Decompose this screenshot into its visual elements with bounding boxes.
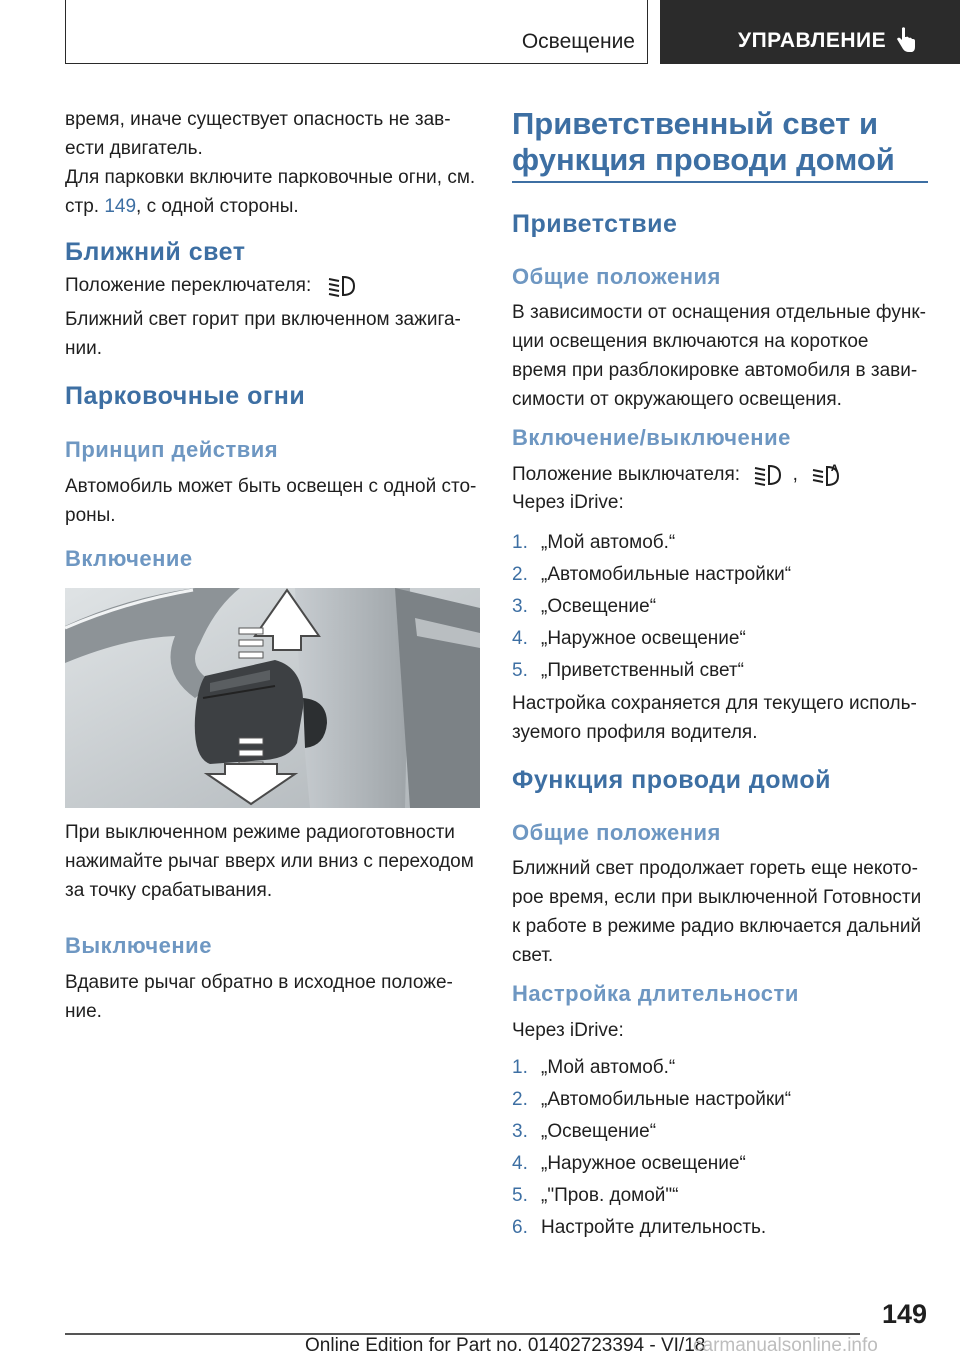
list-item-number: 5. (512, 1185, 528, 1206)
home-general-line-1: Ближний свет продолжает гореть еще некото- (512, 858, 918, 879)
page-number: 149 (882, 1299, 928, 1329)
parking-lights-heading: Парковочные огни (65, 382, 306, 410)
low-beam-icon (327, 274, 357, 298)
switch-off-line-2: ние. (65, 1001, 102, 1022)
list-item-number: 4. (512, 1153, 528, 1174)
list-item-number: 1. (512, 532, 528, 553)
switch-off-line-1: Вдавите рычаг обратно в исходное положе- (65, 972, 453, 993)
low-beam-switch-position (65, 271, 357, 300)
header-chapter-tab (660, 0, 960, 64)
footer-edition: Online Edition for Part no. 01402723394 - VI/18 (305, 1335, 706, 1356)
svg-text:A: A (831, 463, 839, 474)
welcome-title-line-1: Приветственный свет и (512, 106, 879, 141)
list-item-number: 2. (512, 1089, 528, 1110)
turn-signal-lever-illustration (65, 588, 480, 808)
caption-line-3: за точку срабатывания. (65, 880, 273, 901)
welcome-via-idrive: Через iDrive: (512, 492, 624, 513)
switch-off-heading: Выключение (65, 933, 212, 958)
onoff-switch-position (512, 460, 841, 489)
home-heading: Функция проводи домой (512, 766, 832, 794)
list-item-number: 5. (512, 660, 528, 681)
caption-line-1: При выключенном режиме радиоготовности (65, 822, 455, 843)
list-item-number: 3. (512, 1121, 528, 1142)
principle-line-1: Автомобиль может быть освещен с одной сто- (65, 476, 477, 497)
list-item-text: „"Пров. домой"“ (541, 1185, 679, 1206)
low-beam-text-line-1: Ближний свет горит при включенном зажига- (65, 309, 461, 330)
list-item-text: „Наружное освещение“ (541, 1153, 746, 1174)
chapter-title: УПРАВЛЕНИЕ (738, 29, 887, 52)
section-title: Освещение (521, 30, 635, 53)
list-item-text: „Мой автомоб.“ (541, 532, 676, 553)
welcome-general-line-3: время при разблокировке автомобиля в зави- (512, 360, 918, 381)
list-item-text: „Мой автомоб.“ (541, 1057, 676, 1078)
intro-line-1: время, иначе существует опасность не зав- (65, 109, 451, 130)
home-general-line-4: свет. (512, 945, 554, 966)
low-beam-heading: Ближний свет (65, 238, 246, 266)
welcome-title-line-2: функция проводи домой (512, 142, 895, 177)
low-beam-icon (753, 463, 783, 487)
intro-line-2: ести двигатель. (65, 138, 203, 159)
list-item-number: 6. (512, 1217, 528, 1238)
switch-on-heading: Включение (65, 546, 193, 571)
switch-position-label: Положение переключателя: (65, 275, 312, 296)
low-beam-text-line-2: нии. (65, 338, 102, 359)
home-via-idrive: Через iDrive: (512, 1020, 624, 1041)
title-rule (512, 181, 928, 183)
list-item-text: „Освещение“ (541, 596, 657, 617)
list-item-text: Настройте длительность. (541, 1217, 767, 1238)
parking-instruction-line-1: Для парковки включите парковочные огни, см. (65, 167, 476, 188)
list-item-number: 2. (512, 564, 528, 585)
list-item-number: 1. (512, 1057, 528, 1078)
list-item-number: 3. (512, 596, 528, 617)
caption-line-2: нажимайте рычаг вверх или вниз с переходом (65, 851, 474, 872)
home-general-line-2: рое время, если при выключенной Готовности (512, 887, 922, 908)
page-ref-suffix: , с одной стороны. (136, 196, 299, 217)
list-item-text: „Наружное освещение“ (541, 628, 746, 649)
welcome-general-line-4: симости от окружающего освещения. (512, 389, 842, 410)
page-ref-prefix: стр. (65, 196, 100, 217)
page-reference-link[interactable]: 149 (104, 196, 137, 217)
onoff-heading: Включение/выключение (512, 425, 791, 450)
pointing-hand-icon (893, 26, 917, 54)
welcome-general-heading: Общие положения (512, 264, 721, 289)
list-item-text: „Приветственный свет“ (541, 660, 744, 681)
saved-line-2: зуемого профиля водителя. (512, 722, 758, 743)
header-section-tab (65, 0, 648, 64)
parking-instruction-line-2 (65, 192, 299, 221)
welcome-heading: Приветствие (512, 210, 678, 238)
duration-heading: Настройка длительности (512, 981, 799, 1006)
list-item-text: „Автомобильные настройки“ (541, 1089, 792, 1110)
comma-separator: , (792, 464, 798, 485)
automatic-headlight-icon (811, 462, 841, 488)
footer-watermark: carmanualsonline.info (693, 1335, 878, 1356)
principle-heading: Принцип действия (65, 437, 279, 462)
home-general-line-3: к работе в режиме радио включается дальний (512, 916, 922, 937)
switch-position-label: Положение выключателя: (512, 464, 741, 485)
list-item-text: „Освещение“ (541, 1121, 657, 1142)
welcome-general-line-2: ции освещения включаются на короткое (512, 331, 869, 352)
saved-line-1: Настройка сохраняется для текущего исполь- (512, 693, 917, 714)
home-general-heading: Общие положения (512, 820, 721, 845)
welcome-general-line-1: В зависимости от оснащения отдельные функ- (512, 302, 926, 323)
list-item-text: „Автомобильные настройки“ (541, 564, 792, 585)
principle-line-2: роны. (65, 505, 116, 526)
list-item-number: 4. (512, 628, 528, 649)
